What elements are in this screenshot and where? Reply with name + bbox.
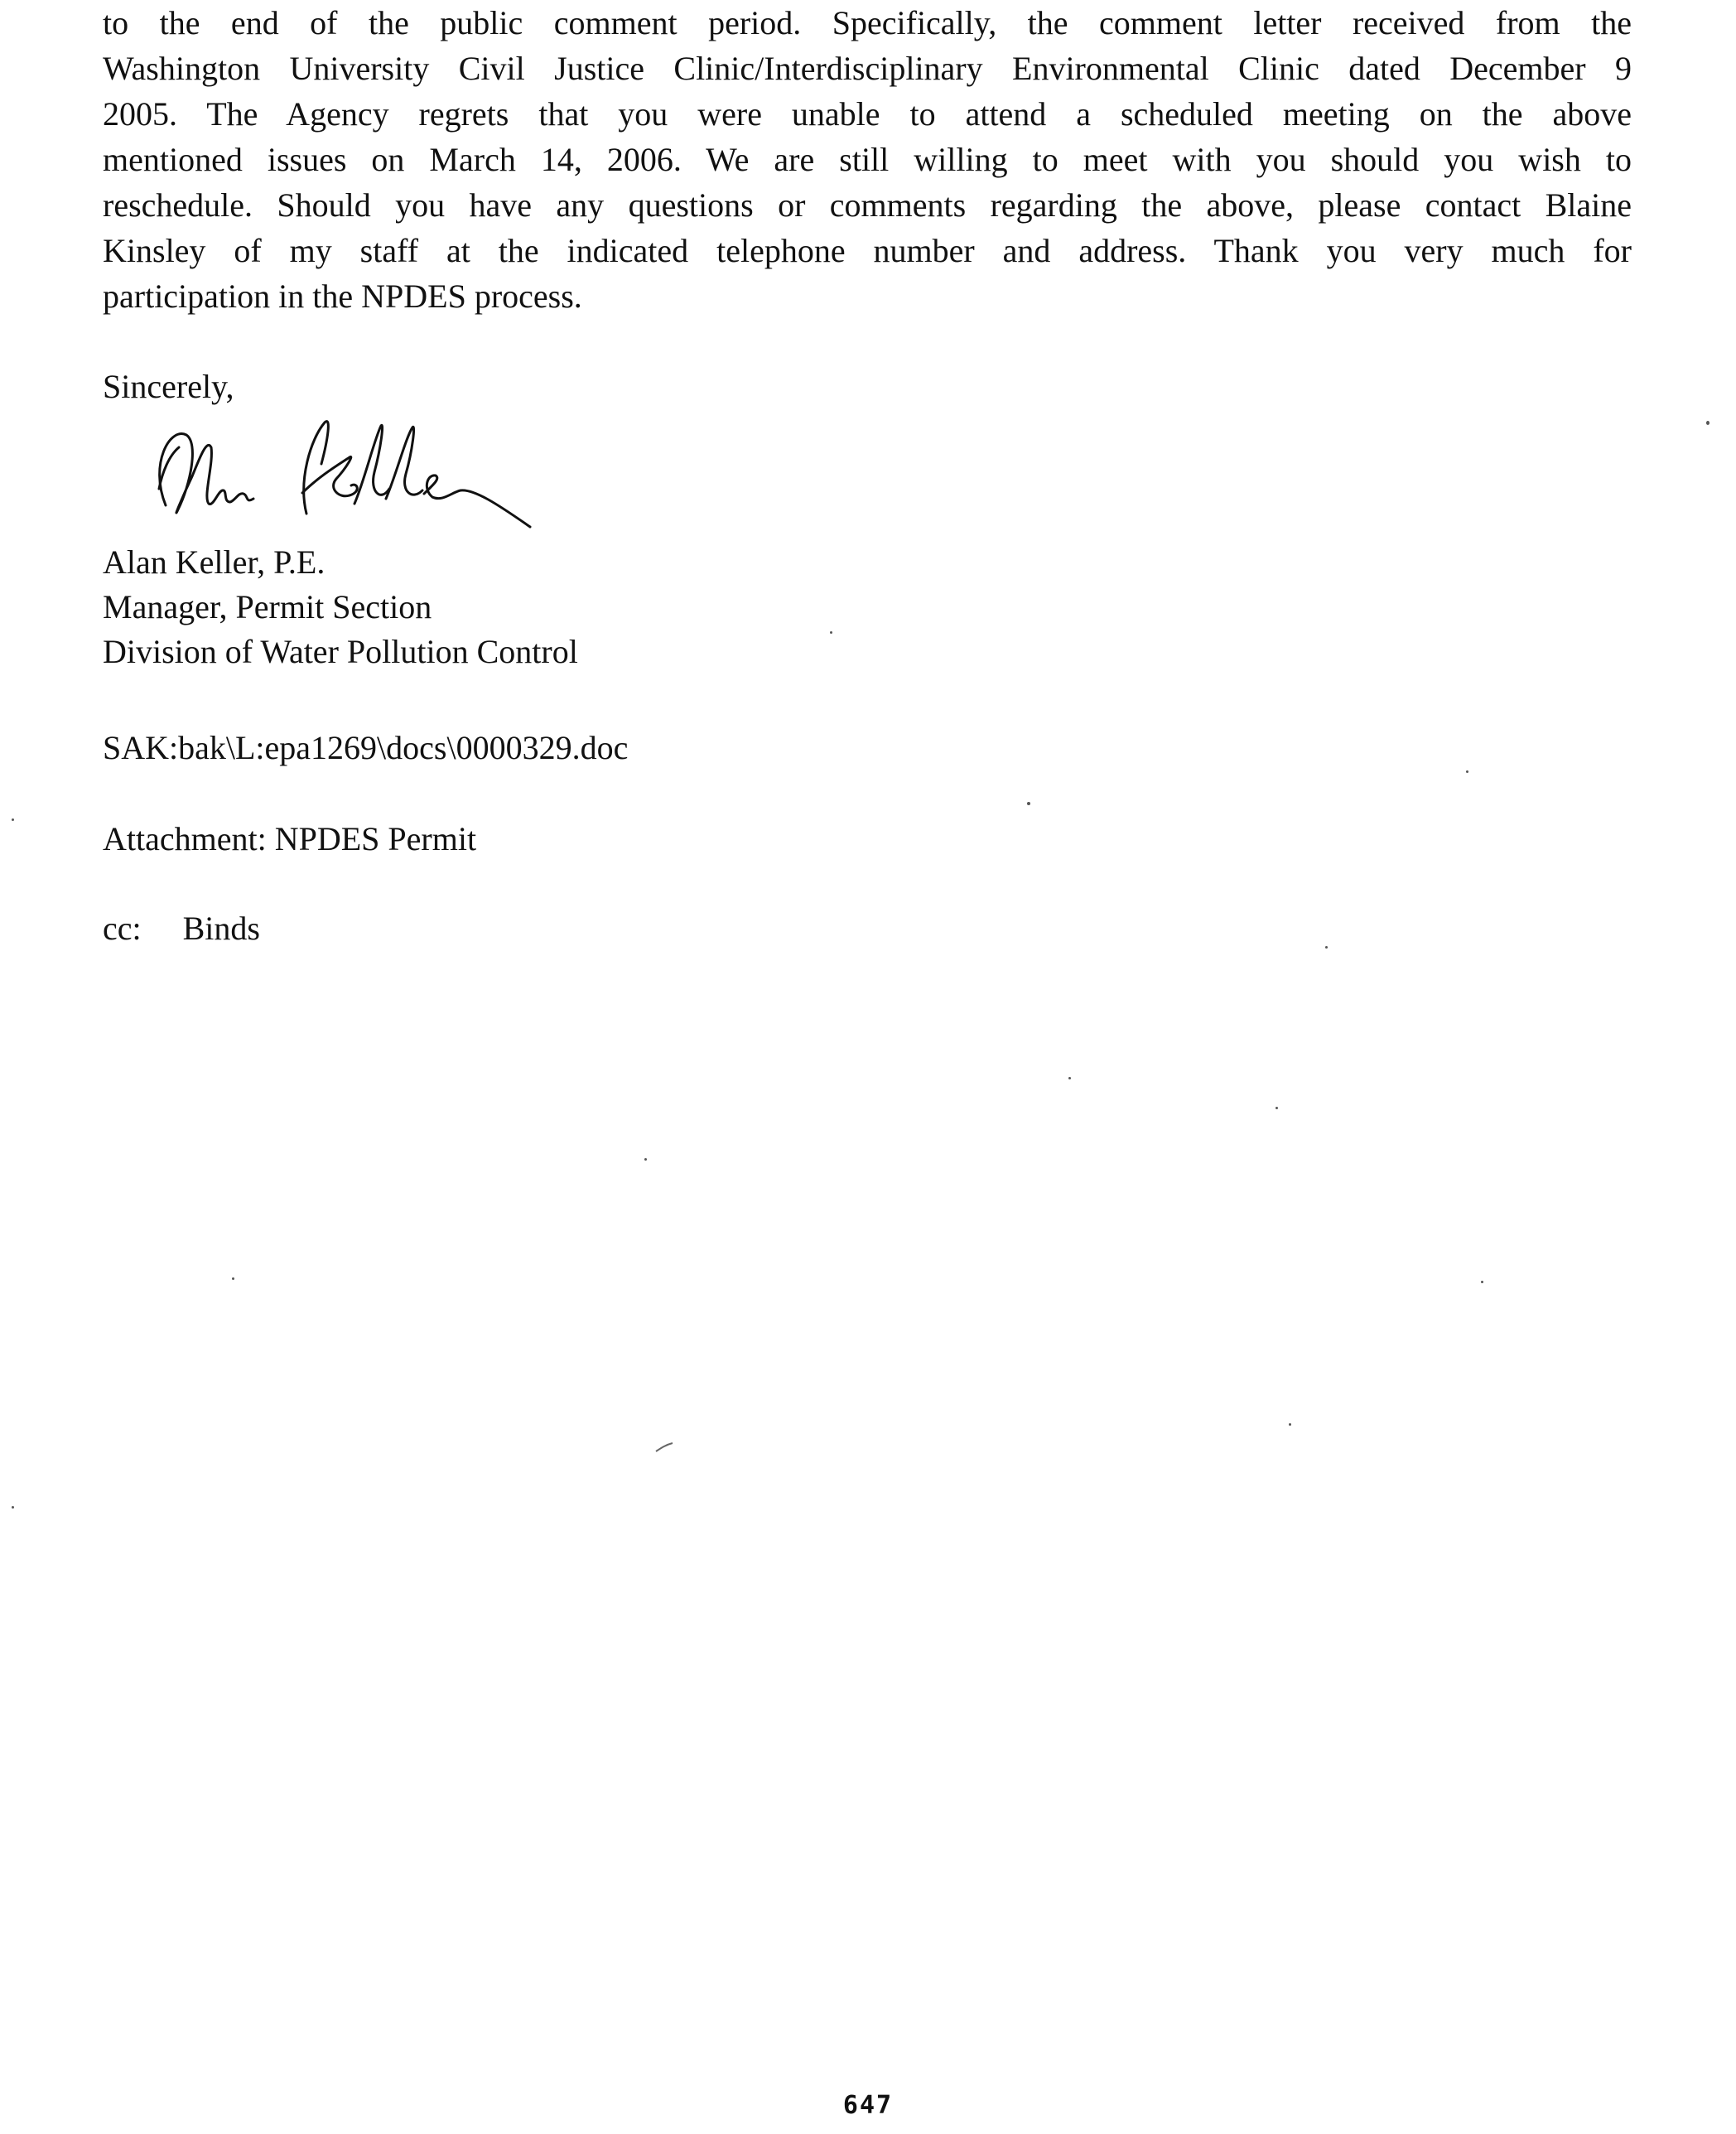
scan-speck [1481, 1281, 1483, 1283]
reference-line: SAK:bak\L:epa1269\docs\0000329.doc [103, 729, 629, 766]
scan-speck [1289, 1423, 1291, 1426]
cc-label: cc: [103, 910, 142, 947]
scan-speck [12, 818, 14, 821]
scan-speck [1706, 421, 1709, 425]
scan-speck [830, 631, 832, 634]
signatory-name: Alan Keller, P.E. [103, 543, 326, 581]
body-line-4: mentioned issues on March 14, 2006. We are still willing to meet with you should you wish to [103, 141, 1632, 178]
body-paragraph [103, 0, 1632, 319]
body-line-7: participation in the NPDES process. [103, 278, 582, 315]
cc-value: Binds [182, 910, 260, 947]
scan-speck [1275, 1107, 1278, 1109]
signature-block [103, 540, 578, 674]
scan-speck [1325, 946, 1328, 949]
scan-speck [12, 1506, 14, 1509]
body-line-5: reschedule. Should you have any questions or comments regarding the above, please contact Blaine [103, 186, 1632, 224]
body-line-2: Washington University Civil Justice Clinic/Interdisciplinary Environmental Clinic dated December 9 [103, 50, 1632, 87]
scan-speck [1068, 1077, 1071, 1079]
body-line-1: to the end of the public comment period. Specifically, the comment letter received from the [103, 4, 1632, 41]
body-line-6: Kinsley of my staff at the indicated telephone number and address. Thank you very much for [103, 232, 1632, 269]
scan-mark [654, 1441, 674, 1453]
scan-speck [644, 1158, 647, 1161]
page-number: 647 [842, 2091, 894, 2120]
scan-speck [1027, 802, 1030, 805]
signatory-title: Manager, Permit Section [103, 588, 432, 625]
scan-speck [232, 1277, 234, 1280]
attachment-line: Attachment: NPDES Permit [103, 820, 477, 857]
signatory-division: Division of Water Pollution Control [103, 633, 578, 670]
closing: Sincerely, [103, 368, 234, 405]
handwritten-signature [133, 406, 547, 547]
body-line-3: 2005. The Agency regrets that you were unable to attend a scheduled meeting on the above [103, 95, 1632, 133]
scan-speck [1466, 770, 1468, 773]
cc-line [103, 906, 260, 951]
